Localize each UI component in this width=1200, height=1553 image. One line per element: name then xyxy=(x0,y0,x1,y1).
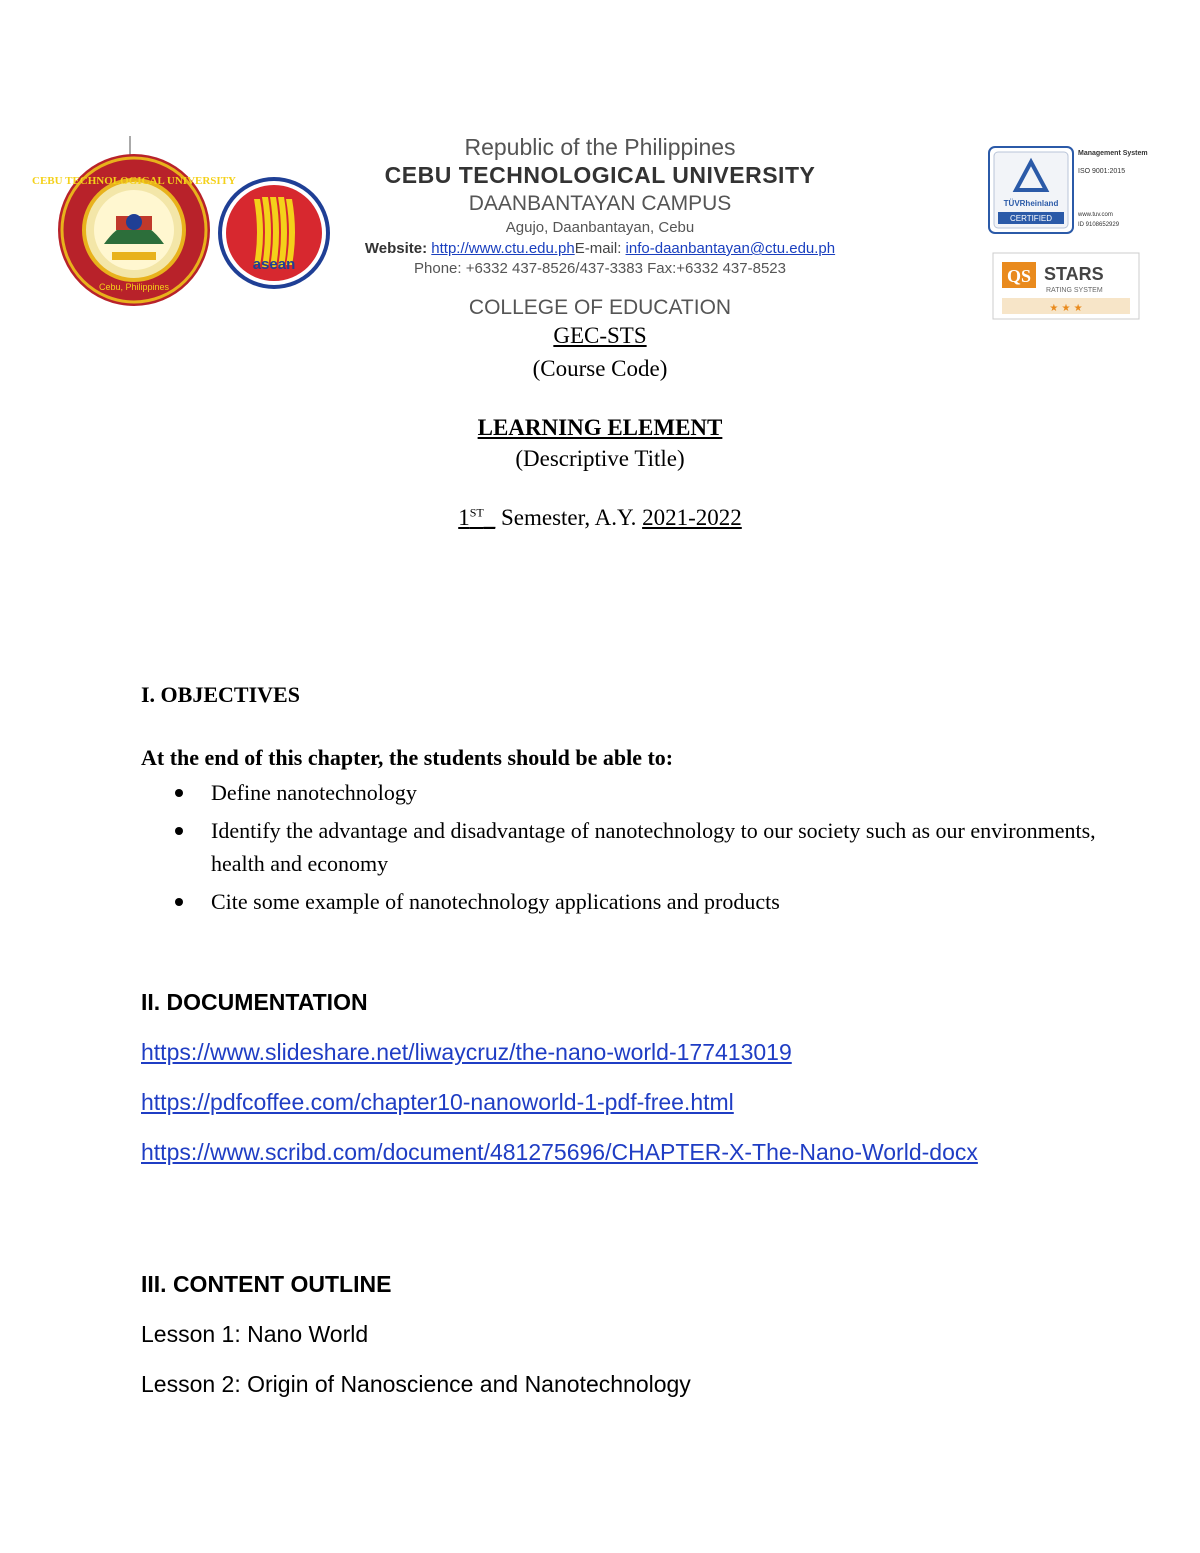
documentation-link-pdfcoffee[interactable]: https://pdfcoffee.com/chapter10-nanoworld-1-pdf-free.html xyxy=(141,1089,734,1115)
tuv-iso-text: ISO 9001:2015 xyxy=(1078,168,1126,175)
seal-text-top: CEBU TECHNOLOGICAL UNIVERSITY xyxy=(32,175,236,187)
university-name: CEBU TECHNOLOGICAL UNIVERSITY xyxy=(384,162,816,188)
website-link[interactable]: http://www.ctu.edu.ph xyxy=(431,240,575,257)
descriptive-title-label: (Descriptive Title) xyxy=(515,446,685,471)
content-outline-heading: III. CONTENT OUTLINE xyxy=(141,1271,392,1297)
list-item: Define nanotechnology xyxy=(141,776,1101,809)
objectives-list xyxy=(141,776,1101,923)
seal-text-bottom: Cebu, Philippines xyxy=(98,282,170,292)
campus-address: Agujo, Daanbantayan, Cebu xyxy=(505,219,695,236)
asean-text: asean xyxy=(252,256,296,273)
course-code-value: GEC-STS xyxy=(553,323,647,348)
lesson-item-1: Lesson 1: Nano World xyxy=(141,1321,369,1347)
objectives-intro: At the end of this chapter, the students should be able to: xyxy=(141,745,674,770)
course-code xyxy=(0,323,1200,349)
website-label: Website: xyxy=(364,240,428,257)
stars-text: STARS xyxy=(1044,264,1104,284)
tuv-site-text: www.tuv.com xyxy=(1078,212,1113,218)
email-label: E-mail: xyxy=(574,240,622,257)
republic-line: Republic of the Philippines xyxy=(464,134,736,160)
contact-web-line xyxy=(300,240,900,257)
tuv-certification-badge xyxy=(988,146,1148,236)
lesson-item-2: Lesson 2: Origin of Nanoscience and Nanotechnology xyxy=(141,1371,691,1397)
phone-fax-line: Phone: +6332 437-8526/437-3383 Fax:+6332 437-8523 xyxy=(414,260,786,277)
learning-element-heading xyxy=(0,415,1200,441)
documentation-link-slideshare[interactable]: https://www.slideshare.net/liwaycruz/the-nano-world-177413019 xyxy=(141,1039,792,1065)
list-item: Identify the advantage and disadvantage of nanotechnology to our society such as our environments, health and economy xyxy=(141,814,1101,880)
stars-sub-text: RATING SYSTEM xyxy=(1046,287,1103,294)
svg-text:★ ★ ★: ★ ★ ★ xyxy=(1049,303,1083,314)
learning-element-text: LEARNING ELEMENT xyxy=(477,415,723,440)
qs-text: QS xyxy=(1006,266,1032,286)
tuv-brand-text: TÜVRheinland xyxy=(1003,199,1059,208)
documentation-heading: II. DOCUMENTATION xyxy=(141,989,368,1015)
academic-year: 2021-2022 xyxy=(642,505,742,530)
semester-number: 1ST_ xyxy=(458,505,496,530)
campus-name: DAANBANTAYAN CAMPUS xyxy=(468,192,732,215)
tuv-certified-text: CERTIFIED xyxy=(1009,214,1053,223)
objectives-heading: I. OBJECTIVES xyxy=(141,682,300,707)
list-item: Cite some example of nanotechnology applications and products xyxy=(141,885,1101,918)
email-link[interactable]: info-daanbantayan@ctu.edu.ph xyxy=(625,240,836,257)
university-seal-logo xyxy=(32,132,236,314)
documentation-link-scribd[interactable]: https://www.scribd.com/document/481275696/CHAPTER-X-The-Nano-World-docx xyxy=(141,1139,978,1165)
qs-stars-badge xyxy=(992,252,1140,320)
semester-text: Semester, A.Y. xyxy=(500,505,637,530)
semester-line xyxy=(0,505,1200,531)
tuv-id-text: ID 9108652929 xyxy=(1078,222,1120,228)
college-name: COLLEGE OF EDUCATION xyxy=(468,296,732,319)
course-code-label: (Course Code) xyxy=(532,356,668,381)
tuv-mgmt-text: Management System xyxy=(1078,150,1148,157)
